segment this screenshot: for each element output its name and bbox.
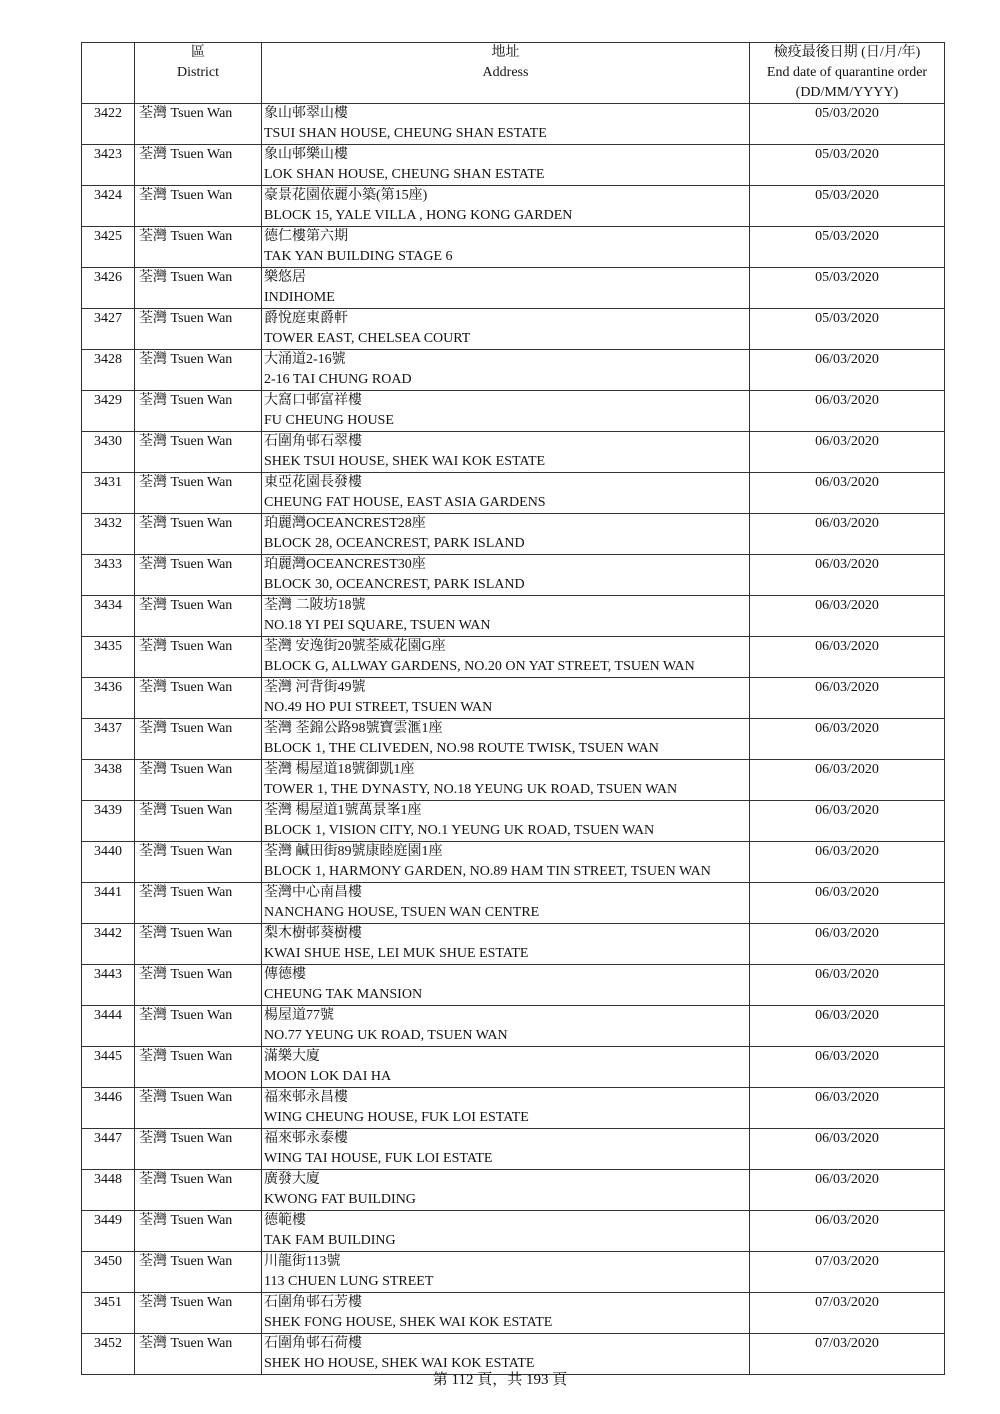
address-zh: 樂悠居 [264,270,306,285]
row-date: 05/03/2020 [750,268,945,309]
address-en: BLOCK G, ALLWAY GARDENS, NO.20 ON YAT STREET, TSUEN WAN [264,659,695,674]
row-district: 荃灣 Tsuen Wan [135,1252,262,1293]
address-zh: 楊屋道77號 [264,1008,334,1023]
address-en: NANCHANG HOUSE, TSUEN WAN CENTRE [264,905,540,920]
row-number: 3428 [82,350,135,391]
table-row [82,1293,945,1334]
table-row [82,1129,945,1170]
row-district: 荃灣 Tsuen Wan [135,1293,262,1334]
address-zh: 大窩口邨富祥樓 [264,393,362,408]
row-date: 05/03/2020 [750,145,945,186]
row-address [262,719,750,760]
address-en: TOWER EAST, CHELSEA COURT [264,331,471,346]
row-district: 荃灣 Tsuen Wan [135,145,262,186]
table-row [82,1211,945,1252]
row-address [262,1293,750,1334]
row-date: 06/03/2020 [750,350,945,391]
address-en: BLOCK 15, YALE VILLA , HONG KONG GARDEN [264,208,573,223]
table-row [82,227,945,268]
table-row [82,719,945,760]
row-date: 06/03/2020 [750,473,945,514]
header-address-en: Address [482,65,529,80]
row-district: 荃灣 Tsuen Wan [135,596,262,637]
row-date: 06/03/2020 [750,1211,945,1252]
row-date: 06/03/2020 [750,924,945,965]
row-number: 3431 [82,473,135,514]
table-row [82,309,945,350]
row-district: 荃灣 Tsuen Wan [135,309,262,350]
row-address [262,883,750,924]
address-en: NO.77 YEUNG UK ROAD, TSUEN WAN [264,1028,508,1043]
address-zh: 福來邨永泰樓 [264,1131,348,1146]
row-district: 荃灣 Tsuen Wan [135,637,262,678]
table-header-row [82,43,945,104]
row-number: 3423 [82,145,135,186]
row-date: 06/03/2020 [750,555,945,596]
address-en: BLOCK 28, OCEANCREST, PARK ISLAND [264,536,525,551]
address-en: WING TAI HOUSE, FUK LOI ESTATE [264,1151,493,1166]
row-address [262,350,750,391]
table-row [82,924,945,965]
row-address [262,227,750,268]
address-en: FU CHEUNG HOUSE [264,413,394,428]
row-address [262,309,750,350]
row-number: 3425 [82,227,135,268]
table-row [82,268,945,309]
row-district: 荃灣 Tsuen Wan [135,1047,262,1088]
address-zh: 福來邨永昌樓 [264,1090,348,1105]
row-district: 荃灣 Tsuen Wan [135,678,262,719]
address-zh: 滿樂大廈 [264,1049,320,1064]
table-row [82,678,945,719]
address-zh: 石圍角邨石翠樓 [264,434,362,449]
address-zh: 荃灣中心南昌樓 [264,885,362,900]
row-district: 荃灣 Tsuen Wan [135,1170,262,1211]
row-address [262,1252,750,1293]
row-number: 3446 [82,1088,135,1129]
address-zh: 象山邨翠山樓 [264,106,348,121]
address-en: 113 CHUEN LUNG STREET [264,1274,434,1289]
table-row [82,883,945,924]
row-address [262,1211,750,1252]
row-number: 3435 [82,637,135,678]
row-district: 荃灣 Tsuen Wan [135,186,262,227]
row-district: 荃灣 Tsuen Wan [135,719,262,760]
row-district: 荃灣 Tsuen Wan [135,432,262,473]
address-en: BLOCK 1, HARMONY GARDEN, NO.89 HAM TIN STREET, TSUEN WAN [264,864,711,879]
row-address [262,145,750,186]
row-number: 3432 [82,514,135,555]
row-district: 荃灣 Tsuen Wan [135,760,262,801]
row-address [262,924,750,965]
table-row [82,1170,945,1211]
address-en: SHEK HO HOUSE, SHEK WAI KOK ESTATE [264,1356,535,1371]
address-en: SHEK TSUI HOUSE, SHEK WAI KOK ESTATE [264,454,546,469]
row-district: 荃灣 Tsuen Wan [135,1088,262,1129]
row-address [262,1170,750,1211]
address-en: BLOCK 1, THE CLIVEDEN, NO.98 ROUTE TWISK, TSUEN WAN [264,741,659,756]
row-address [262,514,750,555]
address-zh: 珀麗灣OCEANCREST28座 [264,516,426,531]
row-date: 06/03/2020 [750,760,945,801]
row-number: 3438 [82,760,135,801]
address-zh: 荃灣 楊屋道1號萬景峯1座 [264,803,422,818]
row-address [262,186,750,227]
row-date: 06/03/2020 [750,596,945,637]
row-number: 3426 [82,268,135,309]
address-zh: 荃灣 安逸街20號荃威花園G座 [264,639,446,654]
address-en: TOWER 1, THE DYNASTY, NO.18 YEUNG UK ROAD, TSUEN WAN [264,782,678,797]
address-en: CHEUNG FAT HOUSE, EAST ASIA GARDENS [264,495,546,510]
row-date: 06/03/2020 [750,842,945,883]
address-zh: 荃灣 楊屋道18號御凱1座 [264,762,415,777]
row-district: 荃灣 Tsuen Wan [135,1211,262,1252]
row-number: 3436 [82,678,135,719]
row-number: 3429 [82,391,135,432]
row-district: 荃灣 Tsuen Wan [135,842,262,883]
address-zh: 石圍角邨石荷樓 [264,1336,362,1351]
address-zh: 爵悅庭東爵軒 [264,311,348,326]
row-address [262,268,750,309]
row-date: 06/03/2020 [750,1047,945,1088]
table-row [82,514,945,555]
address-en: BLOCK 1, VISION CITY, NO.1 YEUNG UK ROAD, TSUEN WAN [264,823,655,838]
address-en: NO.18 YI PEI SQUARE, TSUEN WAN [264,618,491,633]
row-address [262,1047,750,1088]
header-number [82,43,135,104]
address-en: BLOCK 30, OCEANCREST, PARK ISLAND [264,577,525,592]
row-number: 3447 [82,1129,135,1170]
row-district: 荃灣 Tsuen Wan [135,555,262,596]
address-zh: 石圍角邨石芳樓 [264,1295,362,1310]
address-zh: 德仁樓第六期 [264,229,348,244]
row-number: 3442 [82,924,135,965]
row-address [262,104,750,145]
row-date: 06/03/2020 [750,637,945,678]
row-date: 05/03/2020 [750,104,945,145]
address-zh: 珀麗灣OCEANCREST30座 [264,557,426,572]
row-date: 06/03/2020 [750,801,945,842]
row-date: 06/03/2020 [750,965,945,1006]
address-en: WING CHEUNG HOUSE, FUK LOI ESTATE [264,1110,529,1125]
address-zh: 象山邨樂山樓 [264,147,348,162]
row-number: 3440 [82,842,135,883]
row-district: 荃灣 Tsuen Wan [135,391,262,432]
table-row [82,555,945,596]
row-district: 荃灣 Tsuen Wan [135,883,262,924]
row-district: 荃灣 Tsuen Wan [135,514,262,555]
table-row [82,104,945,145]
row-number: 3443 [82,965,135,1006]
row-number: 3450 [82,1252,135,1293]
address-en: INDIHOME [264,290,335,305]
address-zh: 大涌道2-16號 [264,352,346,367]
address-zh: 川龍街113號 [264,1254,341,1269]
row-number: 3430 [82,432,135,473]
table-body [82,104,945,1375]
address-en: CHEUNG TAK MANSION [264,987,423,1002]
table-row [82,637,945,678]
row-number: 3452 [82,1334,135,1375]
row-address [262,596,750,637]
table-row [82,842,945,883]
address-zh: 荃灣 鹹田街89號康睦庭園1座 [264,844,443,859]
row-date: 06/03/2020 [750,391,945,432]
row-number: 3422 [82,104,135,145]
row-date: 06/03/2020 [750,1006,945,1047]
address-zh: 荃灣 河背街49號 [264,680,366,695]
row-address [262,678,750,719]
row-district: 荃灣 Tsuen Wan [135,1129,262,1170]
address-en: 2-16 TAI CHUNG ROAD [264,372,412,387]
row-date: 05/03/2020 [750,309,945,350]
header-district [135,43,262,104]
address-en: TAK YAN BUILDING STAGE 6 [264,249,453,264]
row-date: 06/03/2020 [750,1129,945,1170]
row-number: 3427 [82,309,135,350]
address-zh: 荃灣 荃錦公路98號寶雲滙1座 [264,721,443,736]
address-zh: 廣發大廈 [264,1172,320,1187]
address-en: TSUI SHAN HOUSE, CHEUNG SHAN ESTATE [264,126,547,141]
header-district-zh: 區 [191,45,205,60]
table-row [82,801,945,842]
table-row [82,1047,945,1088]
address-zh: 德範樓 [264,1213,306,1228]
address-zh: 豪景花園依麗小築(第15座) [264,188,428,203]
row-address [262,1129,750,1170]
row-address [262,965,750,1006]
address-en: LOK SHAN HOUSE, CHEUNG SHAN ESTATE [264,167,545,182]
address-zh: 傳德樓 [264,967,306,982]
table-row [82,145,945,186]
row-date: 06/03/2020 [750,1170,945,1211]
header-date-en: End date of quarantine order [766,65,928,80]
table-row [82,432,945,473]
row-number: 3451 [82,1293,135,1334]
row-number: 3433 [82,555,135,596]
row-number: 3445 [82,1047,135,1088]
address-en: KWAI SHUE HSE, LEI MUK SHUE ESTATE [264,946,529,961]
row-number: 3434 [82,596,135,637]
row-date: 05/03/2020 [750,227,945,268]
row-district: 荃灣 Tsuen Wan [135,1334,262,1375]
row-date: 06/03/2020 [750,678,945,719]
header-date-zh: 檢疫最後日期 (日/月/年) [773,45,921,60]
row-date: 06/03/2020 [750,719,945,760]
table-row [82,760,945,801]
row-date: 06/03/2020 [750,1088,945,1129]
table-row [82,1088,945,1129]
header-date-format: (DD/MM/YYYY) [795,85,899,100]
row-address [262,842,750,883]
row-address [262,1088,750,1129]
address-en: MOON LOK DAI HA [264,1069,392,1084]
row-date: 06/03/2020 [750,883,945,924]
table-row [82,350,945,391]
row-district: 荃灣 Tsuen Wan [135,104,262,145]
row-district: 荃灣 Tsuen Wan [135,1006,262,1047]
address-zh: 東亞花園長發樓 [264,475,362,490]
address-en: SHEK FONG HOUSE, SHEK WAI KOK ESTATE [264,1315,553,1330]
row-district: 荃灣 Tsuen Wan [135,227,262,268]
row-district: 荃灣 Tsuen Wan [135,268,262,309]
row-date: 07/03/2020 [750,1334,945,1375]
table-row [82,186,945,227]
table-row [82,596,945,637]
row-number: 3449 [82,1211,135,1252]
row-district: 荃灣 Tsuen Wan [135,965,262,1006]
row-number: 3441 [82,883,135,924]
row-address [262,801,750,842]
row-address [262,760,750,801]
row-address [262,432,750,473]
row-district: 荃灣 Tsuen Wan [135,924,262,965]
row-district: 荃灣 Tsuen Wan [135,350,262,391]
row-number: 3437 [82,719,135,760]
address-en: TAK FAM BUILDING [264,1233,396,1248]
header-date [750,43,945,104]
row-address [262,637,750,678]
row-address [262,391,750,432]
address-en: NO.49 HO PUI STREET, TSUEN WAN [264,700,493,715]
row-address [262,1006,750,1047]
header-district-en: District [177,65,219,80]
table-row [82,965,945,1006]
row-date: 07/03/2020 [750,1293,945,1334]
row-district: 荃灣 Tsuen Wan [135,801,262,842]
row-number: 3424 [82,186,135,227]
table-row [82,473,945,514]
row-number: 3444 [82,1006,135,1047]
row-address [262,473,750,514]
row-date: 06/03/2020 [750,514,945,555]
page-footer: 第 112 頁，共 193 頁 [432,1372,568,1388]
row-date: 07/03/2020 [750,1252,945,1293]
table-row [82,1006,945,1047]
row-number: 3448 [82,1170,135,1211]
row-address [262,555,750,596]
table-row [82,1252,945,1293]
row-date: 05/03/2020 [750,186,945,227]
quarantine-table [81,42,945,1375]
row-district: 荃灣 Tsuen Wan [135,473,262,514]
row-date: 06/03/2020 [750,432,945,473]
header-address [262,43,750,104]
address-zh: 梨木樹邨葵樹樓 [264,926,362,941]
header-address-zh: 地址 [491,45,520,60]
address-en: KWONG FAT BUILDING [264,1192,416,1207]
address-zh: 荃灣 二陂坊18號 [264,598,366,613]
row-number: 3439 [82,801,135,842]
table-row [82,391,945,432]
